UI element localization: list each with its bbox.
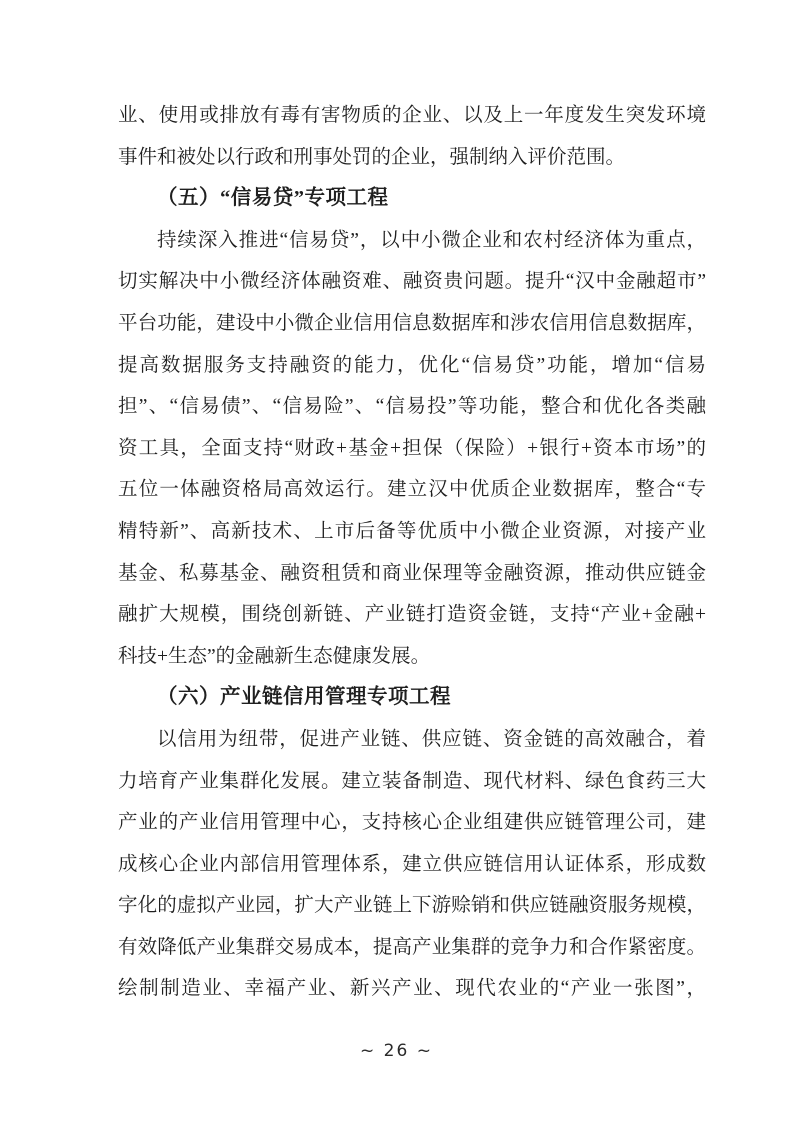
page-body-text [118, 95, 706, 1010]
text-line: 事件和被处以行政和刑事处罚的企业，强制纳入评价范围。 [118, 146, 626, 168]
text-line: 提高数据服务支持融资的能力，优化“信易贷”功能，增加“信易 [118, 354, 706, 376]
text-line: 担”、“信易债”、“信易险”、“信易投”等功能，整合和优化各类融 [118, 396, 706, 418]
section-heading-five: （五）“信易贷”专项工程 [157, 187, 389, 210]
text-line: 平台功能，建设中小微企业信用信息数据库和涉农信用信息数据库， [118, 312, 706, 334]
page-number: ~ 26 ~ [360, 1041, 433, 1061]
text-line: 基金、私募基金、融资租赁和商业保理等金融资源，推动供应链金 [118, 562, 706, 584]
text-line: 字化的虚拟产业园，扩大产业链上下游赊销和供应链融资服务规模， [118, 895, 706, 917]
text-line: 有效降低产业集群交易成本，提高产业集群的竞争力和合作紧密度。 [118, 936, 706, 958]
text-line: 力培育产业集群化发展。建立装备制造、现代材料、绿色食药三大 [118, 770, 706, 792]
text-line: 以信用为纽带，促进产业链、供应链、资金链的高效融合，着 [157, 728, 706, 750]
text-line: 业、使用或排放有毒有害物质的企业、以及上一年度发生突发环境 [118, 105, 706, 126]
text-line: 切实解决中小微经济体融资难、融资贵问题。提升“汉中金融超市” [118, 271, 706, 293]
text-line: 产业的产业信用管理中心，支持核心企业组建供应链管理公司，建 [118, 812, 706, 834]
text-line: 资工具，全面支持“财政+基金+担保（保险）+银行+资本市场”的 [118, 437, 706, 459]
text-line: 精特新”、高新技术、上市后备等优质中小微企业资源，对接产业 [118, 520, 706, 542]
text-line: 融扩大规模，围绕创新链、产业链打造资金链，支持“产业+金融+ [118, 604, 706, 626]
text-line: 科技+生态”的金融新生态健康发展。 [118, 645, 431, 667]
section-heading-six: （六）产业链信用管理专项工程 [157, 686, 451, 709]
text-line: 持续深入推进“信易贷”，以中小微企业和农村经济体为重点， [157, 229, 706, 251]
text-line: 五位一体融资格局高效运行。建立汉中优质企业数据库，整合“专 [118, 479, 706, 501]
text-line: 绘制制造业、幸福产业、新兴产业、现代农业的“产业一张图”， [118, 978, 706, 1000]
text-line: 成核心企业内部信用管理体系，建立供应链信用认证体系，形成数 [118, 853, 706, 875]
